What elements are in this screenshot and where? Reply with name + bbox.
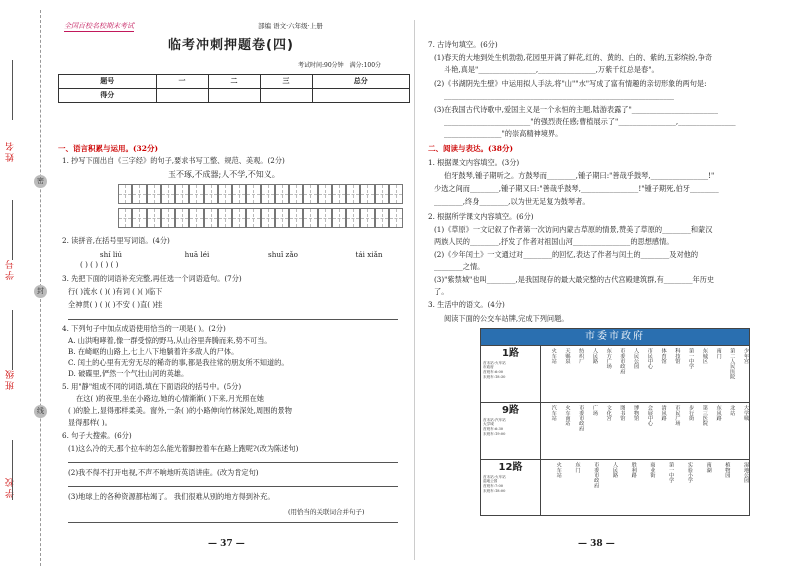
passage-line[interactable]: 两族人民的________,抒发了作者对祖国山河________________的思想感情。	[434, 237, 674, 246]
route-info	[483, 418, 538, 437]
route-name: 1路	[502, 348, 519, 359]
stop: 文化宫	[605, 405, 612, 421]
idiom-row[interactable]: 行( )流水 ( )( )有词 ( )( )临下	[68, 287, 163, 296]
option-a: A. 山洪咆哮着,像一群受惊的野马,从山谷里奔腾而来,势不可当。	[68, 336, 272, 345]
answer-line[interactable]	[68, 522, 398, 523]
stop: 南门	[715, 348, 722, 359]
answer-line[interactable]	[68, 486, 398, 487]
route-1	[481, 345, 749, 402]
stop: 人民路	[611, 462, 618, 478]
passage-line[interactable]: 在这( )的夜里,坐在小路边,她的心情渐渐( )下来,月光照在她	[76, 394, 264, 403]
score-cell[interactable]	[312, 89, 410, 103]
stop: 湿地公园	[743, 462, 750, 483]
stop: 人民路	[591, 348, 598, 364]
info-item: 6:00	[495, 369, 504, 374]
page-right	[428, 34, 793, 574]
seal-mark: 密	[34, 175, 47, 188]
stop: 科技馆	[674, 348, 681, 364]
school-line	[12, 440, 13, 500]
school-label: 学校	[6, 476, 16, 498]
stop: 天赐泉	[564, 348, 571, 364]
sign-title: 市委市政府	[481, 329, 749, 345]
pinyin: shuǐ zǎo	[268, 250, 298, 259]
seal-mark: 线	[34, 405, 47, 418]
stop-list	[541, 346, 749, 402]
page-number: — 37 —	[208, 539, 245, 549]
stop: 胜利路	[630, 462, 637, 478]
stop-list	[541, 403, 749, 459]
stop: 体育馆	[660, 348, 667, 364]
info-item: 首班车:	[483, 426, 495, 431]
info-item: 末班车:	[483, 431, 495, 436]
stop: 火车站	[550, 348, 557, 364]
idiom-row[interactable]: 全神贯( ) ( )( )不安 ( )直( )挂	[68, 300, 163, 309]
stop: 商业街	[649, 462, 656, 478]
option-c: C. 闰土的心里有无穷无尽的稀奇的事,都是我往常的朋友所不知道的。	[68, 358, 289, 367]
stop: 市委市政府	[619, 348, 626, 374]
binding-strip	[0, 0, 58, 576]
stop: 大学城	[743, 405, 750, 421]
info-item: 首末站:	[483, 417, 495, 422]
stop: 会展中心	[646, 405, 653, 426]
route-info	[483, 361, 538, 380]
sub-question: (3)地球上的各种资源都枯竭了。 我们很难从别的地方得到补充。	[68, 492, 275, 501]
info-item: 首班车:	[483, 369, 495, 374]
stop: 第三医院	[701, 405, 708, 426]
pinyin-row	[68, 250, 412, 259]
score-header: 二	[208, 75, 260, 89]
stop: 第一中学	[688, 348, 695, 369]
section-heading: 一、语言积累与运用。(32分)	[58, 144, 159, 153]
poem-line: (1)春天的大地到处生机勃勃,花园里开满了鲜花,红的、黄的、白的、紫的,五彩缤纷,争奇	[434, 53, 713, 62]
passage-line[interactable]: (2)《少年闰土》一文通过对________的回忆,表达了作者与闰土的________及对他的	[434, 250, 699, 259]
stop: 第二人民医院	[729, 348, 736, 380]
question-6: 6. 句子大搜索。(6分)	[62, 431, 132, 440]
id-label: 学号	[6, 258, 16, 280]
passage-line[interactable]: ________之情。	[434, 262, 485, 271]
poem-line[interactable]: ________________________"的强烈责任感;曹植展示了"________________,________________	[444, 117, 736, 126]
exam-stamp: 全国百校名校期末考试	[64, 22, 134, 30]
question-3: 3. 先把下面的词语补充完整,再任选一个词语造句。(7分)	[62, 274, 242, 283]
stop: 少年宫	[743, 348, 750, 364]
passage-line[interactable]: 了。	[434, 287, 449, 296]
info-item: 首班车:	[483, 483, 495, 488]
info-item: 18:00	[495, 488, 506, 493]
stop: 东城区	[701, 348, 708, 364]
reading-1: 1. 根据课文内容填空。(3分)	[428, 158, 520, 167]
info-item: 末班车:	[483, 374, 495, 379]
poem-line[interactable]: ________________"的崇高精神境界。	[444, 129, 563, 138]
passage-line[interactable]: (3)"紫禁城"也叫________,是我国现存的最大最完整的古代宫殿建筑群,有________年历史	[434, 275, 715, 284]
stop: 清风路	[660, 405, 667, 421]
stop: 市委市政府	[578, 405, 585, 431]
hint: (用恰当的关联词合并句子)	[288, 508, 365, 516]
page-divider	[414, 20, 415, 560]
question-7: 7. 古诗句填空。(6分)	[428, 40, 498, 49]
class-line	[12, 310, 13, 370]
question-1: 1. 抄写下面出自《三字经》的句子,要求书写工整、规范、美观。(2分)	[62, 156, 285, 165]
id-line	[12, 200, 13, 260]
question-2: 2. 读拼音,在括号里写词语。(4分)	[62, 236, 170, 245]
poem-line: (2)《书湖阴先生壁》中运用拟人手法,将"山""水"写成了富有情趣的亲切形象的两句是:	[434, 79, 707, 88]
seal-mark: 封	[34, 285, 47, 298]
bus-stop-sign	[480, 328, 750, 516]
stop: 图书馆	[619, 405, 626, 421]
info-item: 7:00	[495, 483, 504, 488]
poem-line[interactable]: 斗艳,真是"________________,________________,万紫千红总是春"。	[444, 65, 659, 74]
passage-line[interactable]: ________,终身________,以为世无足复为鼓琴者。	[434, 197, 590, 206]
route-label	[481, 346, 541, 402]
stop: 火车站	[555, 462, 562, 478]
stop: 市委市政府	[593, 462, 600, 488]
answer-line[interactable]	[68, 462, 398, 463]
page-left	[58, 22, 413, 574]
score-header: 总分	[312, 75, 410, 89]
answer-line[interactable]	[68, 319, 398, 320]
info-item: 大学城	[483, 422, 494, 427]
stop: 东门	[574, 462, 581, 473]
info-item: 6:30	[495, 426, 504, 431]
stop: 市民广场	[674, 405, 681, 426]
page-title: 临考冲刺押题卷(四)	[168, 38, 294, 53]
passage-line[interactable]: 显得那样( )。	[68, 418, 112, 427]
reading-2: 2. 根据所学课文内容填空。(6分)	[428, 212, 534, 221]
pinyin: shí liú	[99, 250, 123, 259]
route-label	[481, 460, 541, 516]
info-item: 末班车:	[483, 488, 495, 493]
stop: 东风路	[715, 405, 722, 421]
route-name: 9路	[502, 405, 519, 416]
route-info	[483, 475, 538, 494]
passage-line[interactable]: 伯牙鼓琴,锺子期听之。方鼓琴而________,锺子期曰:"善哉乎鼓琴,________________!"	[444, 171, 715, 180]
stop: 博物馆	[633, 405, 640, 421]
info-item: 火车站	[495, 474, 506, 479]
score-cell[interactable]	[208, 89, 260, 103]
stop: 人民公园	[633, 348, 640, 369]
series-label: 部编 语文·六年级·上册	[258, 22, 323, 30]
stop: 植物园	[724, 462, 731, 478]
pinyin: tái xiǎn	[355, 250, 383, 259]
stop: 第一中学	[668, 462, 675, 483]
sub-question: (1)这么冷的天,那个拉车的怎么能光着脚控着车在路上跑呢?(改为陈述句)	[68, 444, 299, 453]
pinyin: huā léi	[184, 250, 210, 259]
copy-source: 玉不琢,不成器;人不学,不知义。	[168, 170, 280, 179]
stop: 南湖	[705, 462, 712, 473]
score-header: 三	[260, 75, 312, 89]
page-number: — 38 —	[578, 539, 615, 549]
route-9	[481, 402, 749, 459]
info-item: 湿地公园	[483, 479, 498, 484]
passage-line[interactable]: (1)《草原》一文记叙了作者第一次访问内蒙古草原的情景,赞美了草原的________和蒙汉	[434, 225, 713, 234]
sub-question: (2)我不得不打开电视,不声不响地听英语讲座。(改为肯定句)	[68, 468, 259, 477]
info-item: 首末站:	[483, 360, 495, 365]
info-item: 18:30	[495, 374, 506, 379]
score-row-label: 得分	[59, 89, 157, 103]
name-line	[12, 60, 13, 120]
info-item: 火车站	[495, 360, 506, 365]
info-item: 19:00	[495, 431, 506, 436]
passage-line[interactable]: 少选之间而________,锺子期又曰:"善哉乎鼓琴,________________!"锺子期死,伯牙________	[434, 184, 719, 193]
name-label: 姓名	[6, 140, 16, 162]
stop: 汽车站	[550, 405, 557, 421]
writing-grid[interactable]	[118, 208, 403, 228]
info-item: 首末站:	[483, 474, 495, 479]
poem-line[interactable]: ________________________________________________________________	[444, 91, 674, 100]
pinyin-blanks[interactable]: ( ) ( ) ( ) ( )	[80, 260, 119, 269]
passage-line: 阅读下面的公交车站牌,完成下列问题。	[444, 314, 569, 323]
stop: 广场	[591, 405, 598, 416]
question-5: 5. 用"静"组成不同的词语,填在下面语段的括号中。(5分)	[62, 382, 242, 391]
score-cell[interactable]	[260, 89, 312, 103]
stop: 北站	[729, 405, 736, 416]
route-12	[481, 459, 749, 516]
route-name: 12路	[498, 462, 523, 473]
score-header: 一	[156, 75, 208, 89]
score-header: 题号	[59, 75, 157, 89]
score-cell[interactable]	[156, 89, 208, 103]
poem-line[interactable]: (3)在我国古代诗歌中,爱国主义是一个永恒的主题,陆游表露了"________________________	[434, 105, 718, 114]
stop: 步行街	[688, 405, 695, 421]
exam-meta: 考试时间:90分钟 满分:100分	[298, 62, 382, 69]
reading-3: 3. 生活中的语文。(4分)	[428, 300, 505, 309]
stop: 东方广场	[605, 348, 612, 369]
info-item: 汽车站	[495, 417, 506, 422]
option-b: B. 在崎岖的山路上,七上八下地躺着许多敌人的尸体。	[68, 347, 239, 356]
class-label: 班级	[6, 368, 16, 390]
stop: 纺织厂	[578, 348, 585, 364]
option-d: D. 破碟里,俨然一个气壮山河的英雄。	[68, 369, 189, 378]
question-4: 4. 下列句子中加点成语使用恰当的一项是( )。(2分)	[62, 324, 226, 333]
passage-line[interactable]: ( )的脸上,显得那样柔美。窗外,一条( )的小路伸向竹林深处,周围的景物	[68, 406, 292, 415]
stop: 市民中心	[646, 348, 653, 369]
stop-list	[541, 460, 749, 516]
stop: 实验小学	[686, 462, 693, 483]
section-heading: 二、阅读与表达。(38分)	[428, 144, 514, 153]
stop: 火车南站	[564, 405, 571, 426]
info-item: 市政府	[483, 365, 494, 370]
writing-grid[interactable]	[118, 184, 403, 204]
score-table	[58, 74, 410, 103]
route-label	[481, 403, 541, 459]
